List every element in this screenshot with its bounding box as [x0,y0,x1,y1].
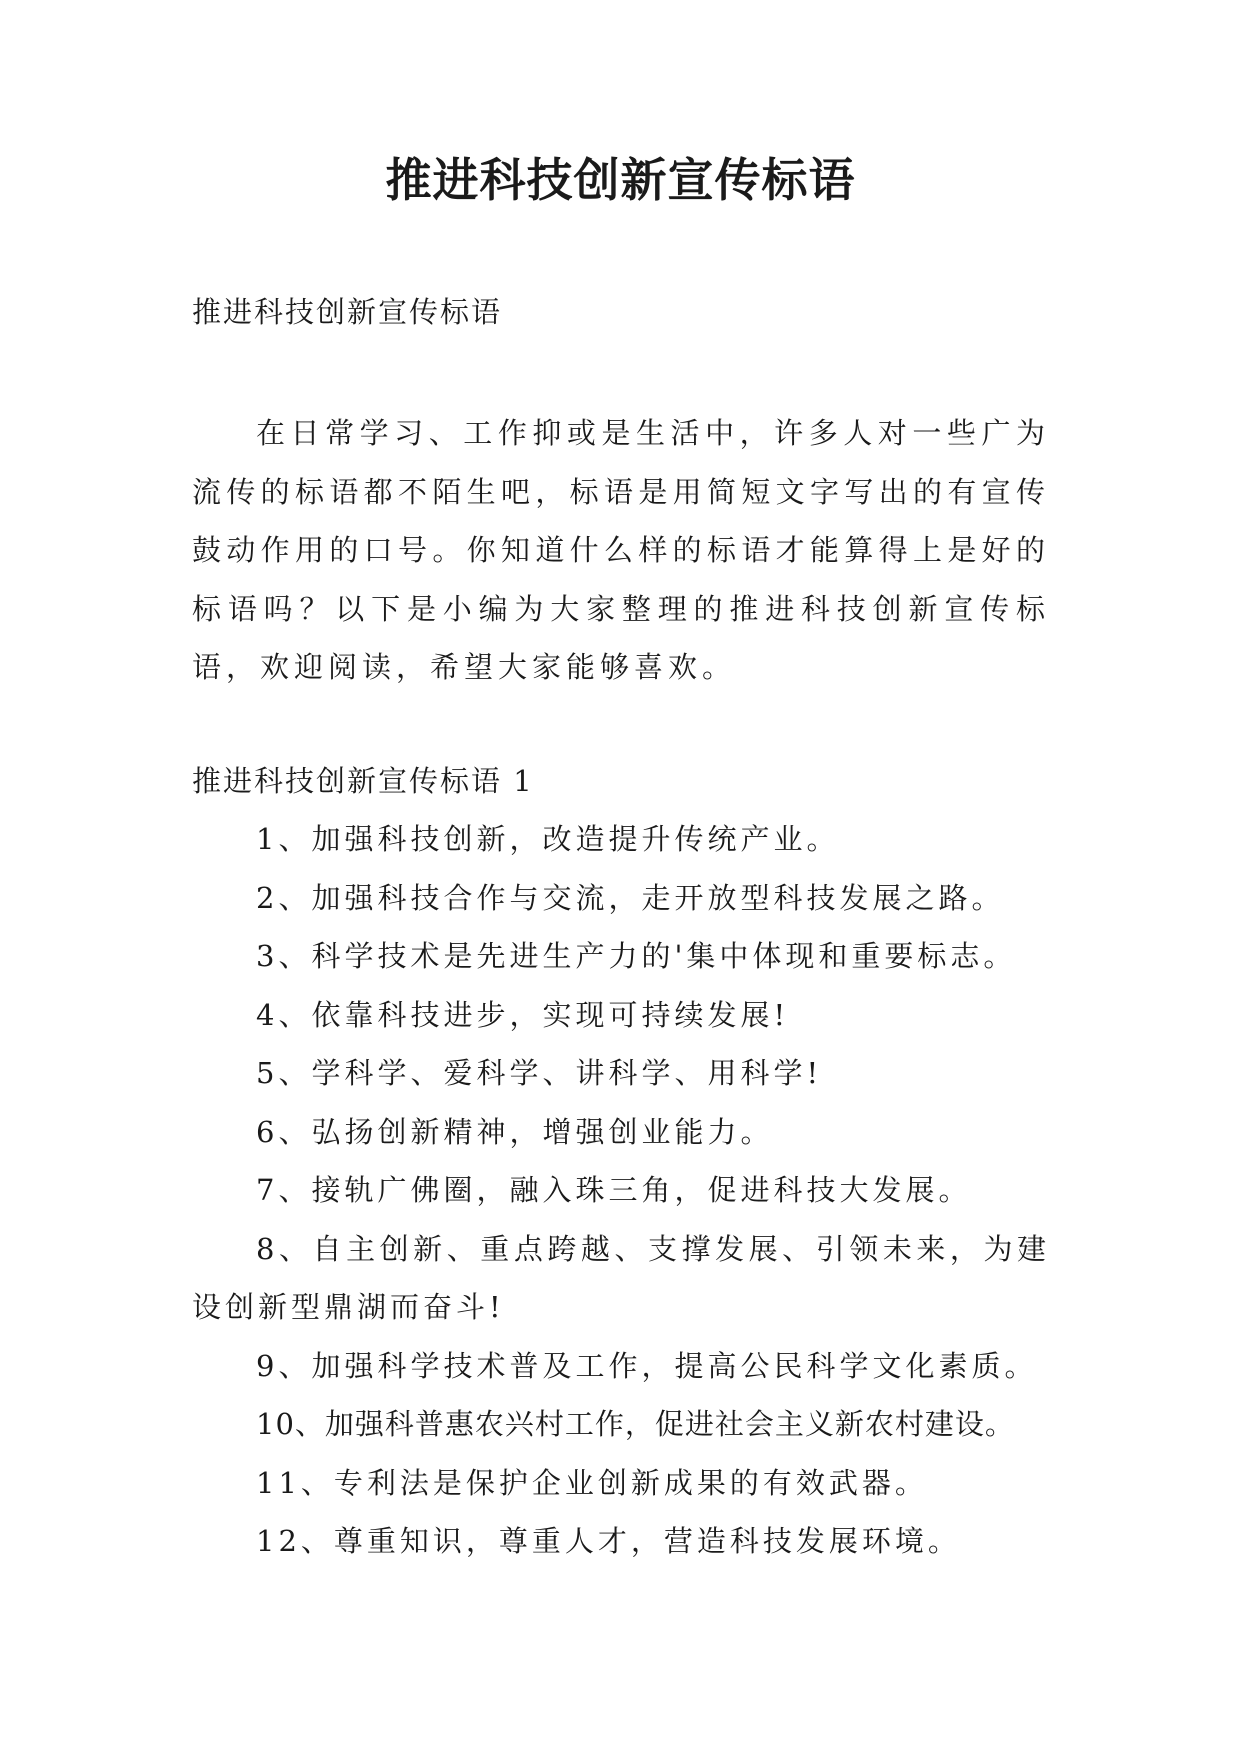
slogan-item: 8、自主创新、重点跨越、支撑发展、引领未来，为建设创新型鼎湖而奋斗! [192,1231,1050,1324]
slogan-item: 3、科学技术是先进生产力的'集中体现和重要标志。 [256,939,1017,973]
slogan-item: 4、依靠科技进步，实现可持续发展! [256,997,790,1032]
intro-paragraph: 在日常学习、工作抑或是生活中，许多人对一些广为流传的标语都不陌生吧，标语是用简短文字写出的有宣传鼓动作用的口号。你知道什么样的标语才能算得上是好的标语吗？以下是小编为大家整理的推进科技创新宣传标语，欢迎阅读，希望大家能够喜欢。 [192,416,1050,684]
slogan-item: 10、加强科普惠农兴村工作，促进社会主义新农村建设。 [256,1407,1015,1441]
slogan-item: 1、加强科技创新，改造提升传统产业。 [256,822,840,856]
document-subtitle: 推进科技创新宣传标语 [192,295,503,329]
document-title: 推进科技创新宣传标语 [385,153,856,207]
slogan-item: 11、专利法是保护企业创新成果的有效武器。 [256,1465,928,1500]
slogan-list [192,810,1050,1571]
slogan-item: 7、接轨广佛圈，融入珠三角，促进科技大发展。 [256,1173,972,1207]
slogan-item: 12、尊重知识，尊重人才，营造科技发展环境。 [256,1524,961,1558]
slogan-item: 2、加强科技合作与交流，走开放型科技发展之路。 [256,880,1005,915]
slogan-item: 5、学科学、爱科学、讲科学、用科学! [256,1056,823,1090]
section-title: 推进科技创新宣传标语 1 [192,764,534,798]
slogan-item: 9、加强科学技术普及工作，提高公民科学文化素质。 [256,1348,1038,1383]
slogan-item: 6、弘扬创新精神，增强创业能力。 [256,1114,774,1149]
